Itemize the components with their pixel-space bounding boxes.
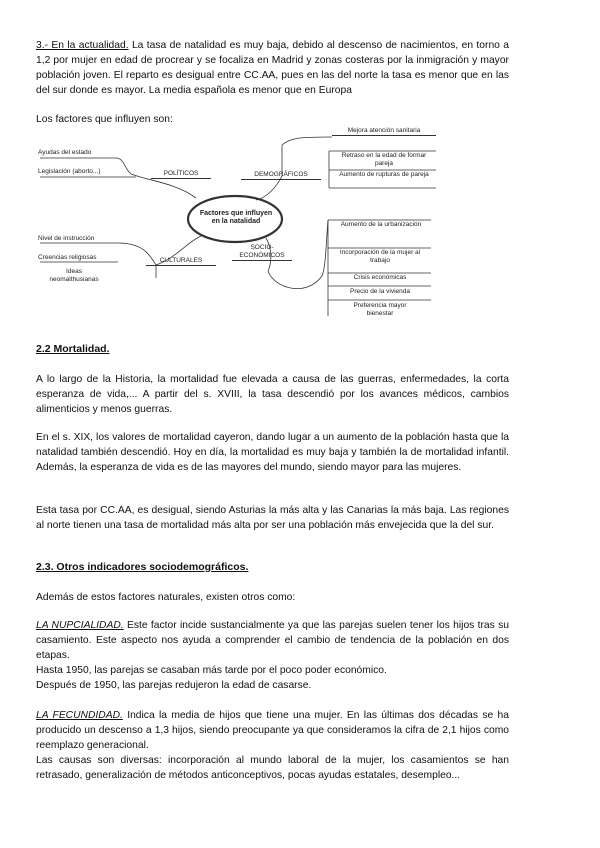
mortalidad-heading: 2.2 Mortalidad. <box>36 343 110 355</box>
natality-factors-diagram <box>36 128 446 328</box>
dem-item-2: Retraso en la edad de formar pareja <box>341 152 427 167</box>
mortalidad-p1-text: A lo largo de la Historia, la mortalidad fue elevada a causa de las guerras, enfermedades, la corta esperanza de vida,... A partir del s. XVIII, la tasa descendió por los avances médicos, cambios alimenticios y menos guerras. <box>36 374 509 415</box>
cul-title: CULTURALES <box>146 257 216 266</box>
nupcialidad-line1: Hasta 1950, las parejas se casaban más tarde por el poco poder económico. <box>36 665 387 676</box>
fecundidad-label: LA FECUNDIDAD. <box>36 710 123 721</box>
soc-item-4: Precio de la vivienda <box>350 288 410 295</box>
section3-number: 3.- En la actualidad. <box>36 40 129 51</box>
cul-item-1: Nivel de instrucción <box>38 235 95 242</box>
soc-title: SOCIO-ECONÓMICOS <box>232 244 292 261</box>
section3-text: La tasa de natalidad es muy baja, debido al descenso de nacimientos, en torno a 1,2 por mujer en edad de procrear y se focaliza en Madrid y zonas costeras por la inmigración y mayor población joven. El reparto es desigual entre CC.AA, pues en las del norte la tasa es menor que en las del sur donde es mayor. La media española es menor que en Europa <box>36 40 510 96</box>
pol-title: POLÍTICOS <box>151 170 211 179</box>
mortalidad-p2-text: En el s. XIX, los valores de mortalidad cayeron, dando lugar a un aumento de la población hasta que la natalidad también descendió. Hoy en día, la mortalidad es muy baja y también la de mortalidad infantil. Además, la esperanza de vida es de las mayores del mundo, siendo mayor para las mujeres. <box>36 432 509 473</box>
dem-line-1 <box>282 137 332 145</box>
mortalidad-p3-text: Esta tasa por CC.AA, es desigual, siendo Asturias la más alta y las Canarias la más baja. Las regiones al norte tienen una tasa de mortalidad más alta por ser una población más envejecida que la del sur. <box>36 505 509 531</box>
mortalidad-p2 <box>36 430 509 475</box>
soc-item-5: Preferencia mayor bienestar <box>353 302 407 317</box>
nupcialidad-label: LA NUPCIALIDAD. <box>36 620 124 631</box>
factors-intro <box>36 112 509 127</box>
soc-item-3: Crisis económicas <box>353 274 407 281</box>
mortalidad-p1 <box>36 372 509 417</box>
otros-heading: 2.3. Otros indicadores sociodemográficos. <box>36 561 249 573</box>
pol-item-2: Legislación (aborto...) <box>38 168 101 175</box>
diagram-center-label: Factores que influyen en la natalidad <box>199 210 273 225</box>
fecundidad-paragraph <box>36 708 509 783</box>
nupcialidad-line2: Después de 1950, las parejas redujeron la edad de casarse. <box>36 680 312 691</box>
nupcialidad-text: Este factor incide sustancialmente ya que las parejas suelen tener los hijos tras su casamiento. Este aspecto nos ayuda a comprender el cambio de tendencia de la población en dos etapas. <box>36 620 509 661</box>
fecundidad-text: Indica la media de hijos que tiene una mujer. En las últimas dos décadas se ha producido un descenso a 1,3 hijos, siendo preocupante ya que consideramos la cifra de 2,1 hijos como reemplazo generacional. <box>36 710 509 751</box>
nupcialidad-paragraph <box>36 618 509 693</box>
fecundidad-line2: Las causas son diversas: incorporación al mundo laboral de la mujer, los casamientos se han retrasado, generalización de métodos anticonceptivos, pocas ayudas estatales, desempleo... <box>36 755 509 781</box>
soc-item-1: Aumento de la urbanización <box>340 221 422 228</box>
factors-intro-text: Los factores que influyen son: <box>36 114 173 125</box>
dem-item-3: Aumento de rupturas de pareja <box>339 171 429 178</box>
dem-item-1: Mejora atención sanitaria <box>332 127 436 136</box>
otros-intro <box>36 590 509 605</box>
cul-item-2: Creencias religiosas <box>38 254 97 261</box>
cul-item-3: Ideas neomalthusianas <box>49 268 99 283</box>
section3-paragraph <box>36 38 509 98</box>
soc-item-2: Incorporación de la mujer al trabajo <box>339 249 421 264</box>
pol-item-1: Ayudas del estado <box>38 149 92 156</box>
dem-title: DEMOGRÁFICOS <box>241 171 321 180</box>
otros-intro-text: Además de estos factores naturales, existen otros como: <box>36 592 296 603</box>
mortalidad-p3 <box>36 503 509 533</box>
